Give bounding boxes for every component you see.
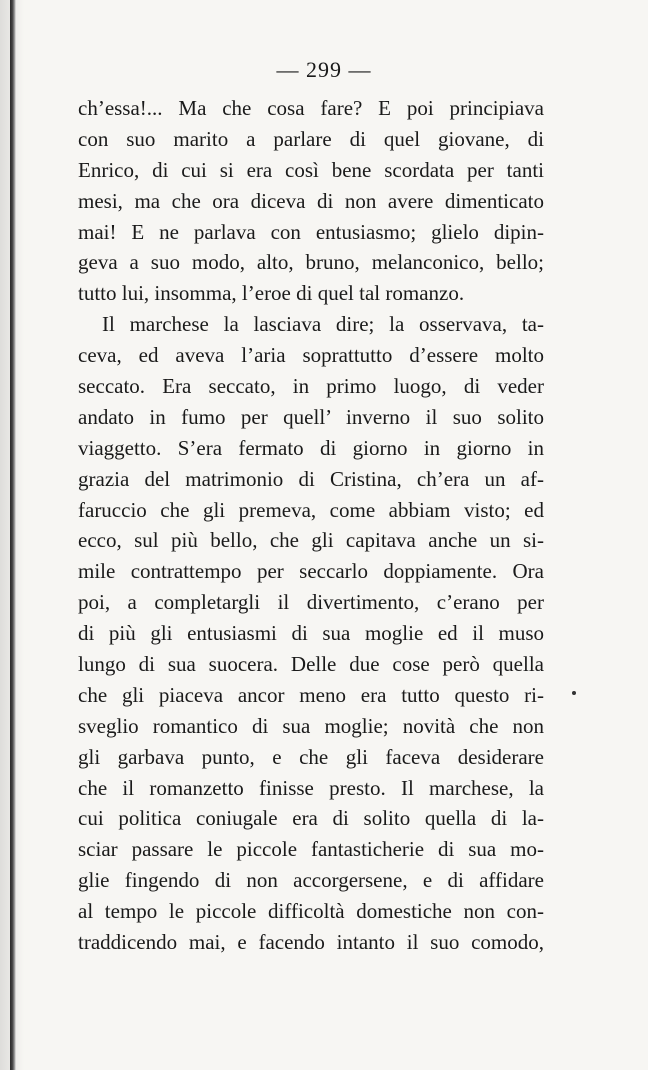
text-line: traddicendo mai, e facendo intanto il suo comodo, — [78, 930, 544, 955]
text-line: di più gli entusiasmi di sua moglie ed il muso — [78, 621, 544, 646]
text-line: mesi, ma che ora diceva di non avere dimenticato — [78, 188, 544, 213]
text-line: che il romanzetto finisse presto. Il marchese, la — [78, 775, 544, 800]
text-line: ceva, ed aveva l’aria soprattutto d’essere molto — [78, 343, 544, 368]
text-line: Enrico, di cui si era così bene scordata per tanti — [78, 157, 544, 182]
text-line: sciar passare le piccole fantasticherie di sua mo- — [78, 837, 544, 862]
text-line: viaggetto. S’era fermato di giorno in giorno in — [78, 435, 544, 460]
text-line: sveglio romantico di sua moglie; novità che non — [78, 713, 544, 738]
text-line: seccato. Era seccato, in primo luogo, di veder — [78, 374, 544, 399]
paper-speck — [572, 691, 576, 695]
text-line: glie fingendo di non accorgersene, e di affidare — [78, 868, 544, 893]
body-text — [78, 93, 544, 958]
text-line: cui politica coniugale era di solito quella di la- — [78, 806, 544, 831]
text-line: con suo marito a parlare di quel giovane, di — [78, 126, 544, 151]
text-line: grazia del matrimonio di Cristina, ch’era un af- — [78, 466, 544, 491]
text-line: tutto lui, insomma, l’eroe di quel tal romanzo. — [78, 281, 465, 306]
text-line: geva a suo modo, alto, bruno, melanconico, bello; — [78, 250, 544, 275]
text-line: poi, a completargli il divertimento, c’erano per — [78, 590, 544, 615]
text-line: gli garbava punto, e che gli faceva desiderare — [78, 744, 544, 769]
text-line: al tempo le piccole difficoltà domestiche non con- — [78, 899, 544, 924]
text-line: ecco, sul più bello, che gli capitava anche un si- — [78, 528, 544, 553]
page-number: — 299 — — [276, 57, 372, 82]
text-line: andato in fumo per quell’ inverno il suo solito — [78, 404, 544, 429]
text-line: faruccio che gli premeva, come abbiam visto; ed — [78, 497, 544, 522]
text-line: mai! E ne parlava con entusiasmo; glielo dipin- — [78, 219, 544, 244]
text-line: che gli piaceva ancor meno era tutto questo ri- — [78, 682, 544, 707]
text-line: mile contrattempo per seccarlo doppiamente. Ora — [78, 559, 544, 584]
text-line: ch’essa!... Ma che cosa fare? E poi principiava — [78, 96, 544, 120]
text-line: Il marchese la lasciava dire; la osservava, ta- — [102, 312, 544, 337]
text-line: lungo di sua suocera. Delle due cose però quella — [78, 652, 544, 677]
book-spine — [10, 0, 16, 1070]
